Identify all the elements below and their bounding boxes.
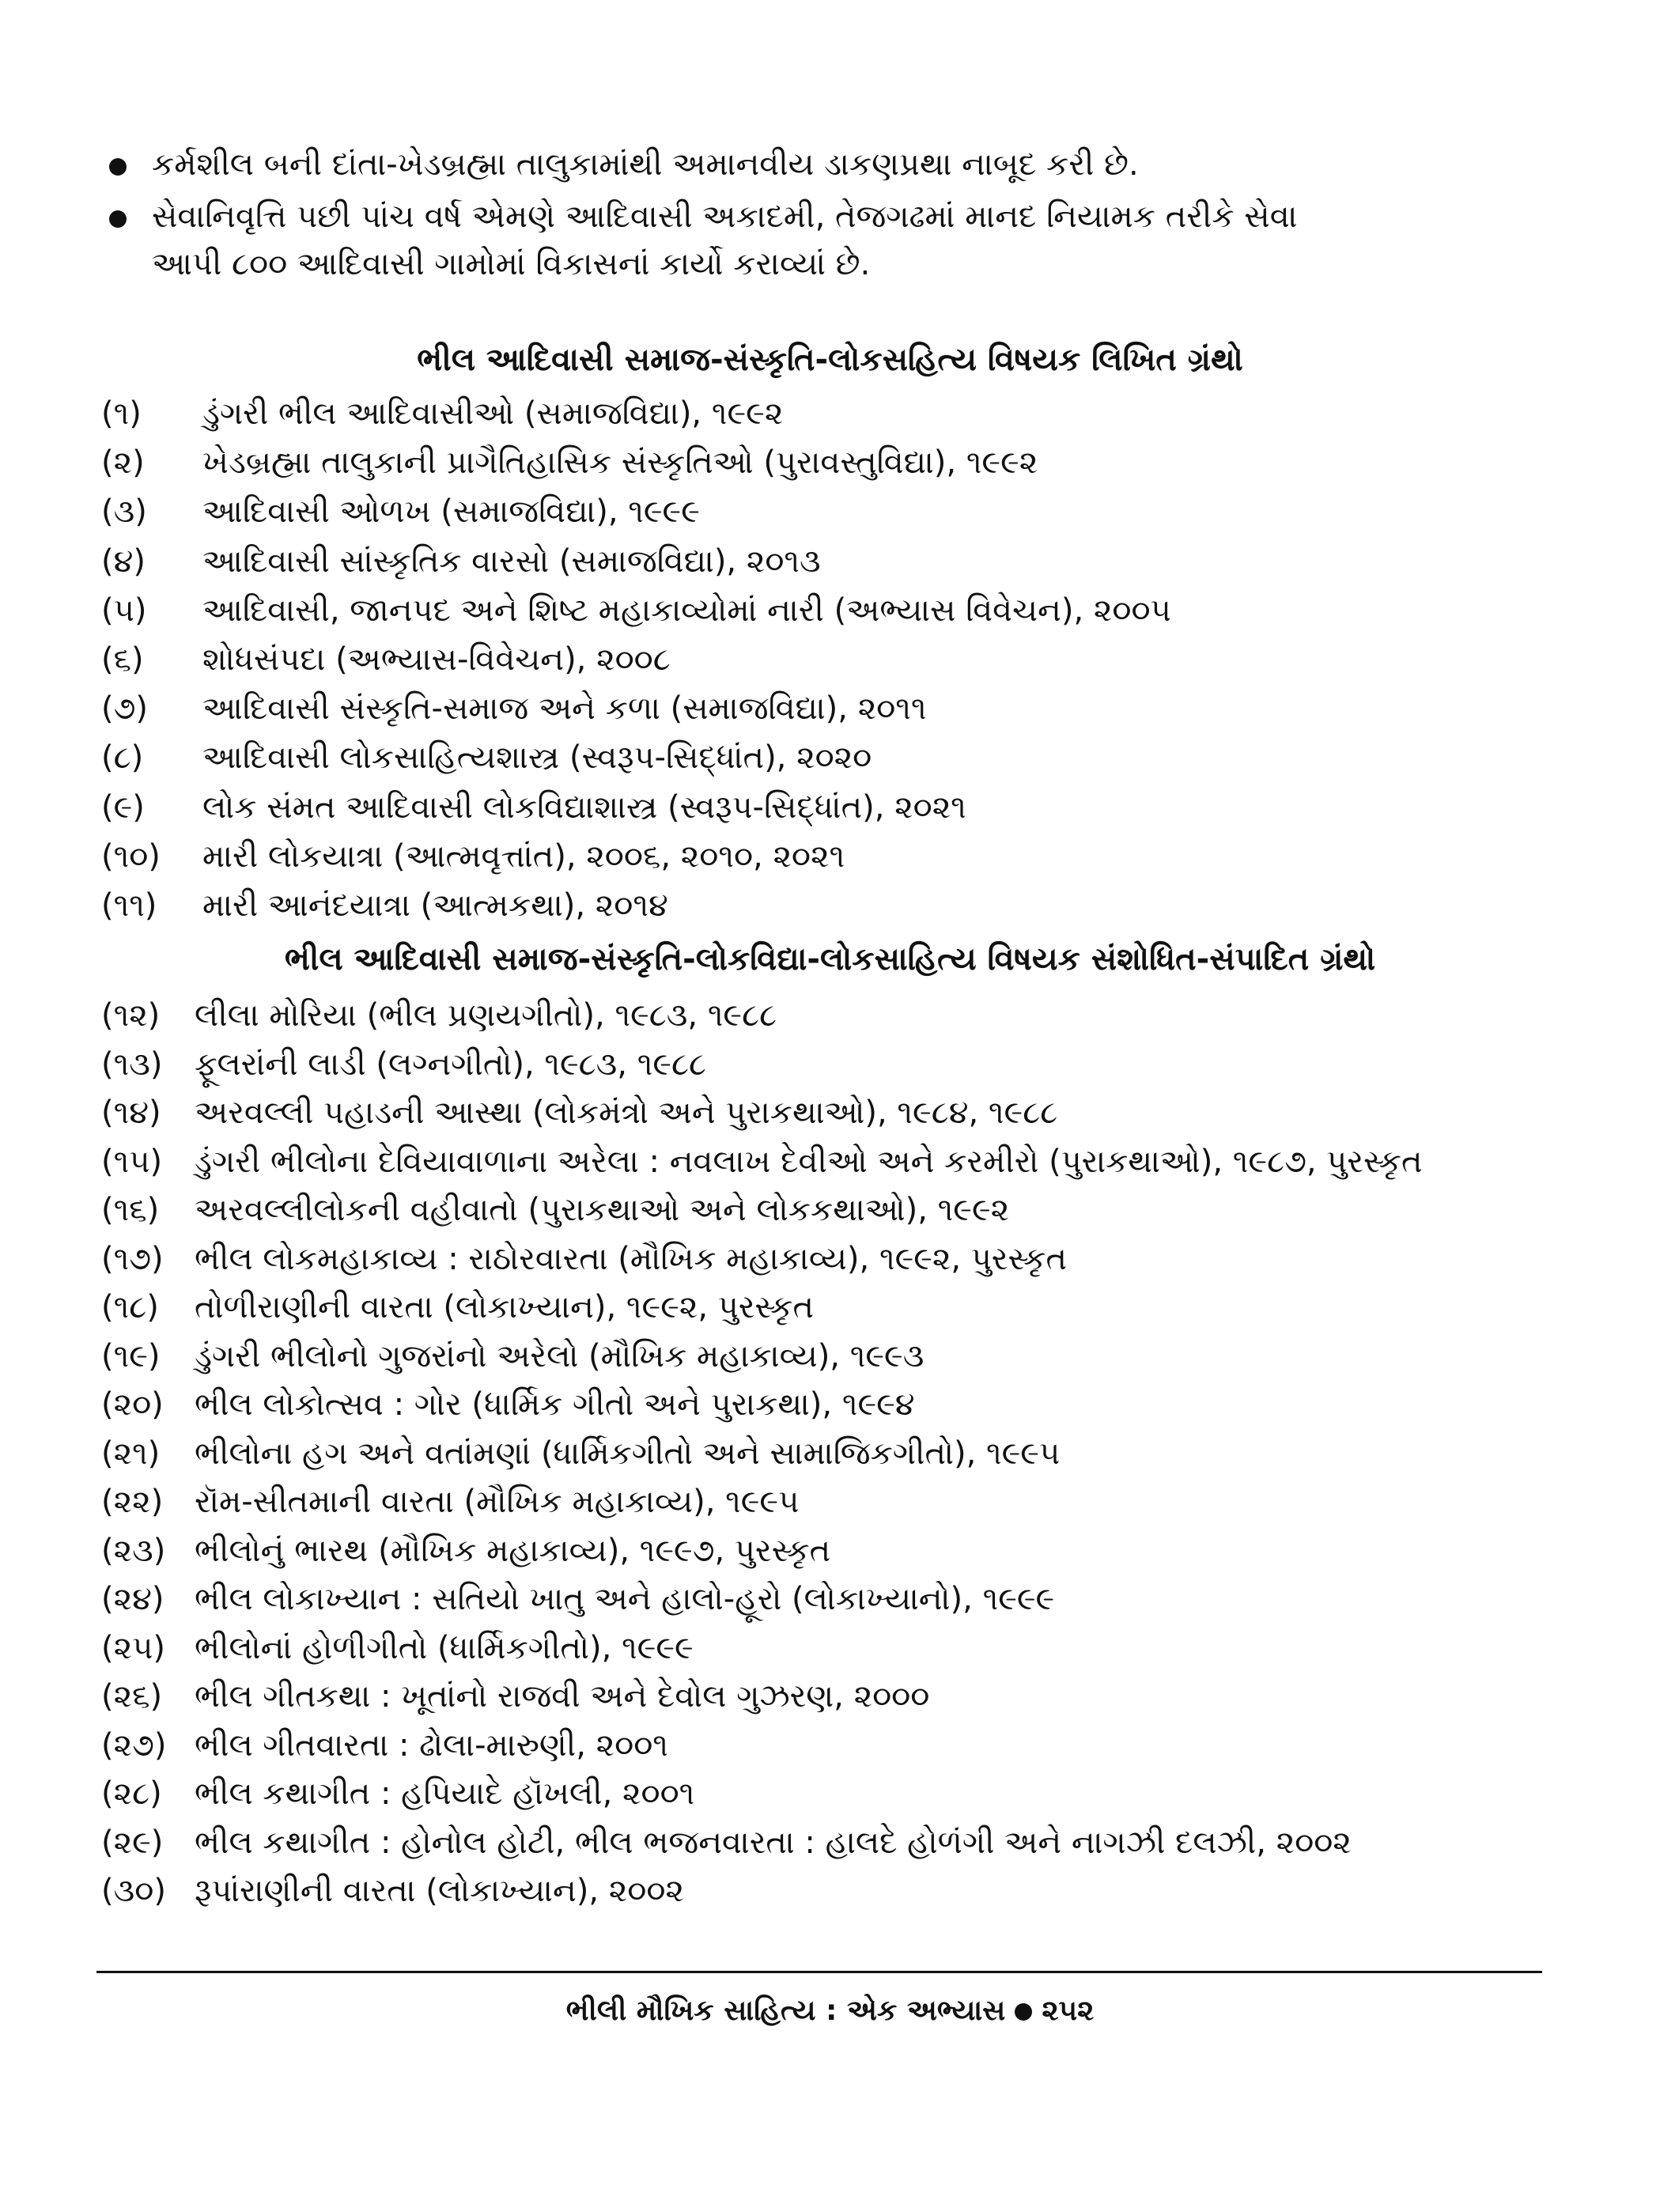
item-number: (૩) <box>101 493 147 531</box>
bullet-text: આપી ૮૦૦ આદિવાસી ગામોમાં વિકાસનાં કાર્યો કરાવ્યાં છે. <box>152 246 871 282</box>
item-text: ભીલ ગીતકથા : ખૂતાંનો રાજવી અને દેવોલ ગુઝરણ, ૨૦૦૦ <box>195 1678 930 1715</box>
item-number: (૨૪) <box>101 1581 164 1617</box>
bullet-item <box>103 141 1558 188</box>
list-item <box>101 1478 1604 1527</box>
list-item <box>101 487 1604 536</box>
list-item <box>101 1381 1604 1430</box>
written-books-list <box>101 389 1604 930</box>
item-number: (૧૮) <box>101 1289 159 1325</box>
item-text: લીલા મોરિયા (ભીલ પ્રણયગીતો), ૧૯૮૩, ૧૯૮૮ <box>195 997 777 1034</box>
item-number: (૨૧) <box>101 1435 161 1472</box>
item-number: (૫) <box>101 592 147 629</box>
item-number: (૨૬) <box>101 1678 163 1715</box>
list-item <box>101 783 1604 832</box>
item-number: (૧૯) <box>101 1337 161 1374</box>
bullet-dot-icon <box>109 210 127 228</box>
item-number: (૨૫) <box>101 1629 165 1666</box>
list-item <box>101 1867 1604 1916</box>
item-text: આદિવાસી સાંસ્કૃતિક વારસો (સમાજવિદ્યા), ૨૦૧૩ <box>202 543 821 580</box>
list-item <box>101 1527 1604 1576</box>
list-item <box>101 1430 1604 1479</box>
item-number: (૧૧) <box>101 887 157 924</box>
item-text: શોધસંપદા (અભ્યાસ-વિવેચન), ૨૦૦૮ <box>202 641 671 678</box>
item-text: ડુંગરી ભીલ આદિવાસીઓ (સમાજવિદ્યા), ૧૯૯૨ <box>202 395 784 432</box>
item-number: (૨) <box>101 444 145 482</box>
item-number: (૨૮) <box>101 1775 162 1812</box>
item-text: મારી આનંદયાત્રા (આત્મકથા), ૨૦૧૪ <box>202 887 668 924</box>
item-text: લોક સંમત આદિવાસી લોકવિદ્યાશાસ્ત્ર (સ્વરૂપ-સિદ્ધાંત), ૨૦૨૧ <box>202 788 966 826</box>
item-number: (૧૬) <box>101 1192 160 1228</box>
item-number: (૧૪) <box>101 1095 161 1131</box>
section-heading-written: ભીલ આદિવાસી સમાજ-સંસ્કૃતિ-લોકસહિત્ય વિષયક લિખિત ગ્રંથો <box>417 342 1243 378</box>
item-text: આદિવાસી સંસ્કૃતિ-સમાજ અને કળા (સમાજવિદ્યા), ૨૦૧૧ <box>202 690 927 728</box>
list-item <box>101 1041 1604 1090</box>
item-text: મારી લોકયાત્રા (આત્મવૃત્તાંત), ૨૦૦૬, ૨૦૧૦, ૨૦૨૧ <box>202 838 845 875</box>
list-item <box>101 1673 1604 1722</box>
item-text: ભીલ કથાગીત : હપિયાદે હૉખલી, ૨૦૦૧ <box>195 1775 695 1812</box>
item-text: આદિવાસી ઓળખ (સમાજવિદ્યા), ૧૯૯૯ <box>202 493 700 531</box>
item-number: (૨૯) <box>101 1824 164 1861</box>
list-item <box>101 1770 1604 1819</box>
item-number: (૩૦) <box>101 1873 166 1909</box>
footer-dot-icon <box>1015 2003 1032 2021</box>
item-text: તોળીરાણીની વારતા (લોકાખ્યાન), ૧૯૯૨, પુરસ્કૃત <box>195 1289 814 1325</box>
section-heading-edited: ભીલ આદિવાસી સમાજ-સંસ્કૃતિ-લોકવિદ્યા-લોકસાહિત્ય વિષયક સંશોધિત-સંપાદિત ગ્રંથો <box>284 941 1376 977</box>
bullet-text: સેવાનિવૃત્તિ પછી પાંચ વર્ષ એમણે આદિવાસી અકાદમી, તેજગઢમાં માનદ નિયામક તરીકે સેવા <box>152 199 1298 235</box>
item-text: ડુંગરી ભીલોનો ગુજરાંનો અરેલો (મૌખિક મહાકાવ્ય), ૧૯૯૩ <box>195 1337 925 1374</box>
item-number: (૧૫) <box>101 1143 163 1180</box>
list-item <box>101 635 1604 684</box>
page-footer <box>0 1995 1660 2028</box>
page-number: ૨૫૨ <box>1042 1995 1095 2027</box>
list-item <box>101 537 1604 586</box>
list-item <box>101 586 1604 635</box>
item-text: ભીલ ગીતવારતા : ઢોલા-મારુણી, ૨૦૦૧ <box>195 1726 668 1764</box>
bullet-item <box>103 193 1558 288</box>
item-number: (૭) <box>101 690 149 728</box>
item-number: (૮) <box>101 739 144 777</box>
item-text: ખેડબ્રહ્મા તાલુકાની પ્રાગૈતિહાસિક સંસ્કૃતિઓ (પુરાવસ્તુવિદ્યા), ૧૯૯૨ <box>202 444 1038 482</box>
list-item <box>101 832 1604 881</box>
item-text: ભીલ કથાગીત : હોનોલ હોટી, ભીલ ભજનવારતા : હાલદે હોળંગી અને નાગઝી દલઝી, ૨૦૦૨ <box>195 1824 1352 1861</box>
item-text: ફૂલરાંની લાડી (લગ્નગીતો), ૧૯૮૩, ૧૯૮૮ <box>195 1046 707 1083</box>
item-text: ભીલ લોકોત્સવ : ગોર (ધાર્મિક ગીતો અને પુરાકથા), ૧૯૯૪ <box>195 1386 915 1423</box>
footer-book-title: ભીલી મૌખિક સાહિત્ય : એક અભ્યાસ <box>565 1995 1006 2027</box>
item-number: (૧૨) <box>101 997 161 1034</box>
edited-books-list <box>101 992 1604 1916</box>
bullet-list <box>103 141 1558 293</box>
list-item <box>101 438 1604 487</box>
item-text: ભીલોનાં હોળીગીતો (ધાર્મિકગીતો), ૧૯૯૯ <box>195 1629 694 1666</box>
item-number: (૪) <box>101 543 146 580</box>
item-text: અરવલ્લી પહાડની આસ્થા (લોકમંત્રો અને પુરાકથાઓ), ૧૯૮૪, ૧૯૮૮ <box>195 1095 1058 1131</box>
list-item <box>101 1575 1604 1624</box>
list-item <box>101 1333 1604 1382</box>
item-number: (૨૭) <box>101 1726 167 1764</box>
list-item <box>101 992 1604 1041</box>
footer-divider <box>96 1971 1542 1973</box>
item-text: ભીલ લોકમહાકાવ્ય : રાઠોરવારતા (મૌખિક મહાકાવ્ય), ૧૯૯૨, પુરસ્કૃત <box>195 1240 1068 1277</box>
list-item <box>101 881 1604 930</box>
item-number: (૧૩) <box>101 1046 163 1083</box>
item-text: ભીલોના હગ અને વતાંમણાં (ધાર્મિકગીતો અને સામાજિકગીતો), ૧૯૯૫ <box>195 1435 1061 1472</box>
item-text: આદિવાસી, જાનપદ અને શિષ્ટ મહાકાવ્યોમાં નારી (અભ્યાસ વિવેચન), ૨૦૦૫ <box>202 592 1171 629</box>
list-item <box>101 1235 1604 1284</box>
list-item <box>101 1138 1604 1187</box>
item-number: (૧૭) <box>101 1240 164 1277</box>
item-text: અરવલ્લીલોકની વહીવાતો (પુરાકથાઓ અને લોકકથાઓ), ૧૯૯૨ <box>195 1192 1010 1228</box>
item-text: રૉમ-સીતમાની વારતા (મૌખિક મહાકાવ્ય), ૧૯૯૫ <box>195 1484 800 1520</box>
list-item <box>101 1819 1604 1868</box>
item-text: ભીલોનું ભારથ (મૌખિક મહાકાવ્ય), ૧૯૯૭, પુરસ્કૃત <box>195 1532 831 1569</box>
list-item <box>101 684 1604 733</box>
item-number: (૧) <box>101 395 142 432</box>
list-item <box>101 389 1604 438</box>
list-item <box>101 733 1604 782</box>
list-item <box>101 1722 1604 1771</box>
bullet-dot-icon <box>109 158 127 176</box>
item-text: રૂપાંરાણીની વારતા (લોકાખ્યાન), ૨૦૦૨ <box>195 1873 684 1909</box>
item-text: ડુંગરી ભીલોના દેવિયાવાળાના અરેલા : નવલાખ દેવીઓ અને કરમીરો (પુરાકથાઓ), ૧૯૮૭, પુરસ્કૃત <box>195 1143 1423 1180</box>
item-number: (૨૩) <box>101 1532 166 1569</box>
item-number: (૨૦) <box>101 1386 164 1423</box>
list-item <box>101 1186 1604 1235</box>
list-item <box>101 1089 1604 1138</box>
item-text: આદિવાસી લોકસાહિત્યશાસ્ત્ર (સ્વરૂપ-સિદ્ધાંત), ૨૦૨૦ <box>202 739 872 777</box>
bullet-text: કર્મશીલ બની દાંતા-ખેડબ્રહ્મા તાલુકામાંથી અમાનવીય ડાકણપ્રથા નાબૂદ કરી છે. <box>152 146 1139 183</box>
item-number: (૯) <box>101 788 145 826</box>
item-number: (૨૨) <box>101 1484 164 1520</box>
list-item <box>101 1624 1604 1673</box>
list-item <box>101 1284 1604 1333</box>
item-text: ભીલ લોકાખ્યાન : સતિયો ખાતુ અને હાલો-હૂરો (લોકાખ્યાનો), ૧૯૯૯ <box>195 1581 1055 1617</box>
item-number: (૧૦) <box>101 838 161 875</box>
item-number: (૬) <box>101 641 144 678</box>
